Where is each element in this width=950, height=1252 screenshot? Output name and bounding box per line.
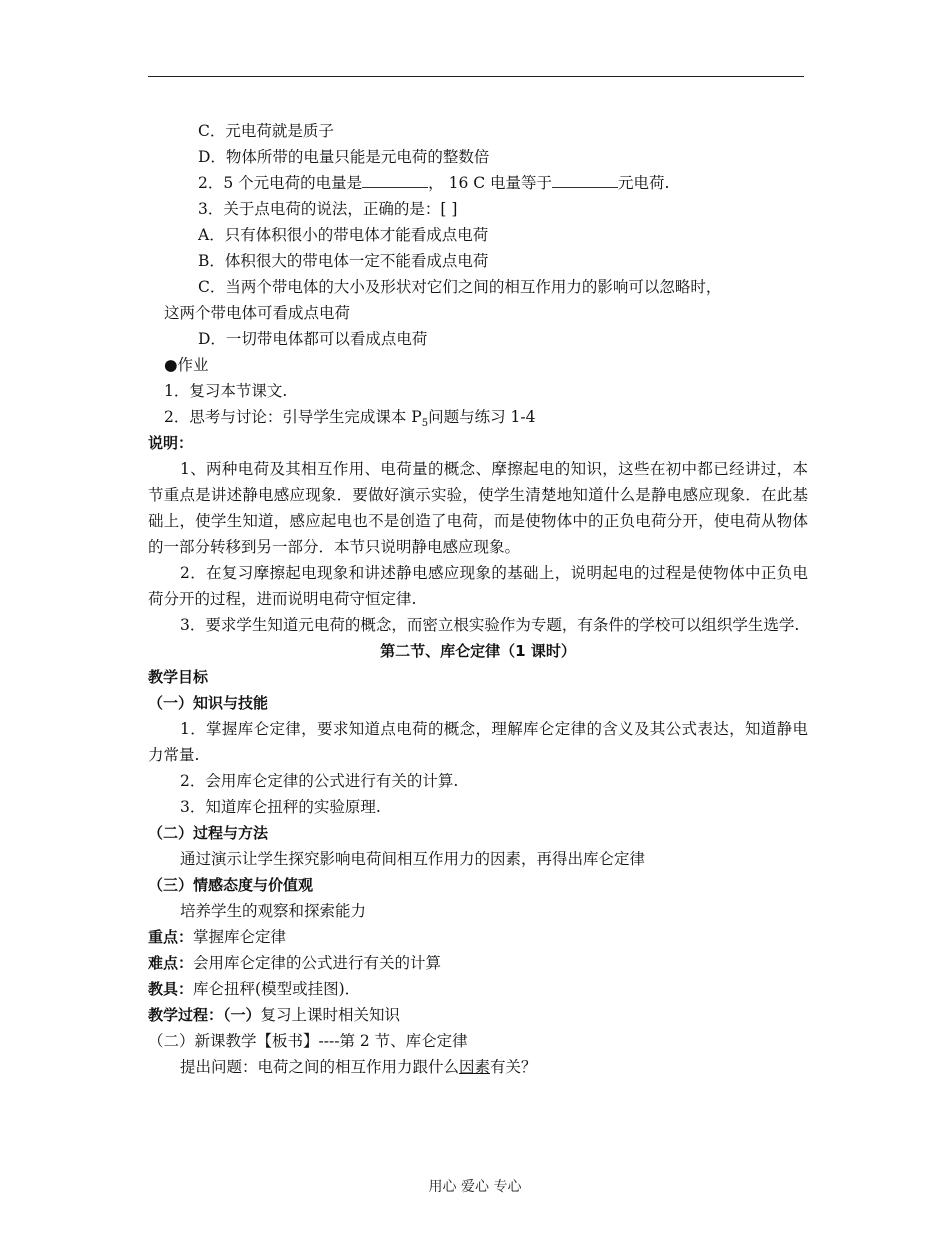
- q2-part3: 元电荷.: [618, 174, 670, 192]
- q2-part2: ， 16 C 电量等于: [428, 174, 553, 192]
- new-lesson: （二）新课教学【板书】----第 2 节、库仑定律: [148, 1032, 468, 1050]
- homework-item-2-post: 问题与练习 1-4: [428, 408, 536, 426]
- teaching-process: [148, 1002, 808, 1028]
- key-point: [148, 924, 808, 950]
- q3-option-c-line1: C．当两个带电体的大小及形状对它们之间的相互作用力的影响可以忽略时，: [198, 278, 722, 296]
- q2-part1: 2．5 个元电荷的电量是: [198, 174, 363, 192]
- header-rule: [148, 76, 804, 77]
- notes-heading: 说明：: [148, 434, 194, 452]
- q2-blank-1: [362, 173, 428, 188]
- knowledge-item-1: 1．掌握库仑定律，要求知道点电荷的概念，理解库仑定律的含义及其公式表达，知道静电力常量.: [148, 720, 808, 764]
- teaching-process-text: 复习上课时相关知识: [260, 1006, 401, 1024]
- q3-option-a: A．只有体积很小的带电体才能看成点电荷: [198, 226, 489, 244]
- question-pre: 提出问题：电荷之间的相互作用力跟什么: [180, 1058, 460, 1076]
- homework-item-2: [148, 404, 808, 430]
- homework-item-1: 1．复习本节课文.: [164, 382, 288, 400]
- process-text: 通过演示让学生探究影响电荷间相互作用力的因素，再得出库仑定律: [180, 850, 646, 868]
- process-heading: （二）过程与方法: [148, 824, 269, 842]
- section-title: 第二节、库仑定律（1 课时）: [380, 642, 576, 660]
- q3-option-c-line2: 这两个带电体可看成点电荷: [164, 304, 351, 322]
- goals-heading: 教学目标: [148, 668, 209, 686]
- question-line: [148, 1054, 808, 1080]
- notes-paragraph-3: 3．要求学生知道元电荷的概念，而密立根实验作为专题，有条件的学校可以组织学生选学.: [180, 616, 800, 634]
- q2-line: [148, 170, 808, 196]
- document-body: [148, 118, 808, 1080]
- teaching-process-step: （一）: [223, 1006, 261, 1024]
- question-underlined: 因素: [459, 1058, 491, 1076]
- q3-option-b: B．体积很大的带电体一定不能看成点电荷: [198, 252, 489, 270]
- homework-item-2-sub: 5: [421, 418, 429, 430]
- emotion-heading: （三）情感态度与价值观: [148, 876, 314, 894]
- teaching-tools-text: 库仑扭秤(模型或挂图)．: [193, 980, 361, 998]
- knowledge-heading: （一）知识与技能: [148, 694, 269, 712]
- teaching-process-label: 教学过程：: [148, 1006, 224, 1024]
- homework-item-2-pre: 2．思考与讨论：引导学生完成课本 P: [164, 408, 422, 426]
- notes-paragraph-1: 1、两种电荷及其相互作用、电荷量的概念、摩擦起电的知识，这些在初中都已经讲过，本节重点是讲述静电感应现象．要做好演示实验，使学生清楚地知道什么是静电感应现象．在此基础上，使学生知道，感应起电也不是创造了电荷，而是使物体中的正负电荷分开，使电荷从物体的一部分转移到另一部分．本节只说明静电感应现象。: [148, 460, 808, 556]
- difficulty-label: 难点：: [148, 954, 194, 972]
- key-point-label: 重点：: [148, 928, 194, 946]
- question-post: 有关？: [490, 1058, 537, 1076]
- knowledge-item-2: 2．会用库仑定律的公式进行有关的计算.: [180, 772, 459, 790]
- q3-stem: 3．关于点电荷的说法，正确的是：[ ]: [198, 200, 458, 218]
- q1-option-c: C．元电荷就是质子: [198, 122, 334, 140]
- teaching-tools-label: 教具：: [148, 980, 194, 998]
- difficulty: [148, 950, 808, 976]
- q3-option-d: D．一切带电体都可以看成点电荷: [198, 330, 428, 348]
- q2-blank-2: [552, 173, 618, 188]
- key-point-text: 掌握库仑定律: [193, 928, 287, 946]
- emotion-text: 培养学生的观察和探索能力: [180, 902, 367, 920]
- notes-paragraph-2: 2．在复习摩擦起电现象和讲述静电感应现象的基础上，说明起电的过程是使物体中正负电荷分开的过程，进而说明电荷守恒定律.: [148, 564, 808, 608]
- page-footer: 用心 爱心 专心: [428, 1179, 522, 1195]
- q1-option-d: D．物体所带的电量只能是元电荷的整数倍: [198, 148, 490, 166]
- homework-heading: ●作业: [164, 356, 209, 374]
- teaching-tools: [148, 976, 808, 1002]
- difficulty-text: 会用库仑定律的公式进行有关的计算: [193, 954, 442, 972]
- knowledge-item-3: 3．知道库仑扭秤的实验原理.: [180, 798, 381, 816]
